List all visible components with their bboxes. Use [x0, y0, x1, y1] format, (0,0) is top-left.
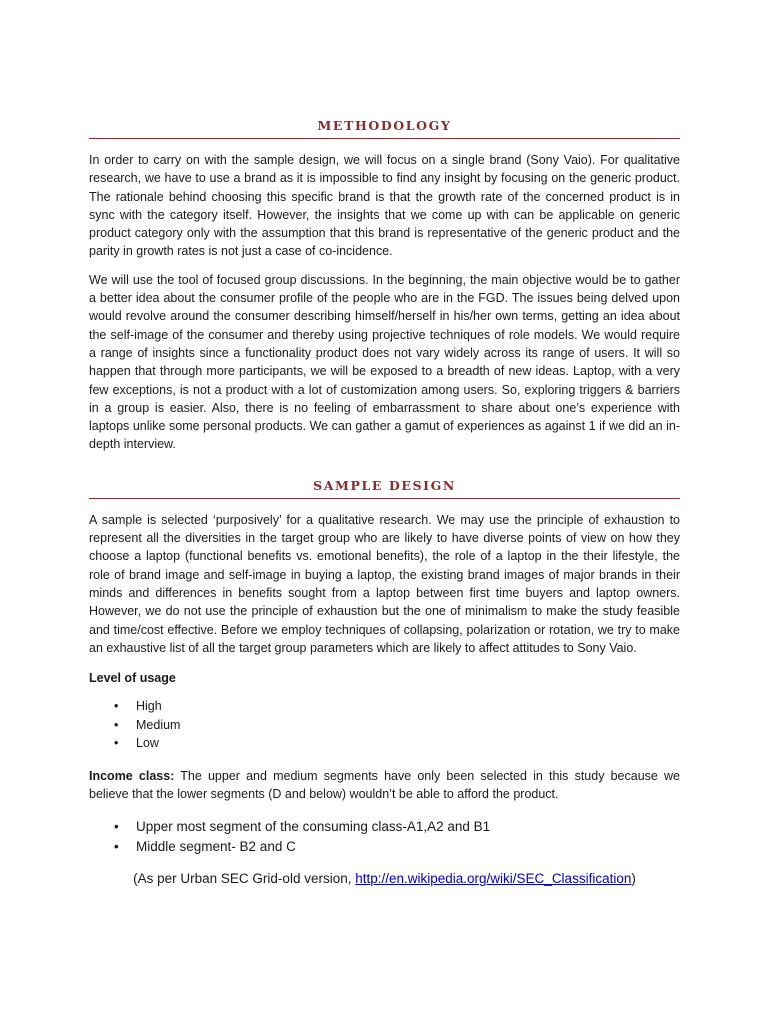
bullet-icon: •: [114, 736, 119, 751]
sample-design-heading: SAMPLE DESIGN: [89, 478, 680, 499]
list-item: • Upper most segment of the consuming class-A1,A2 and B1: [89, 817, 680, 837]
bullet-icon: •: [114, 717, 119, 732]
list-item: • High: [89, 697, 680, 716]
methodology-heading: METHODOLOGY: [89, 118, 680, 139]
income-class-paragraph: Income class: The upper and medium segments have only been selected in this study because we believe that the lower segments (D and below) wouldn’t be able to afford the product.: [89, 768, 680, 801]
sample-design-paragraph: A sample is selected ‘purposively’ for a qualitative research. We may use the principle of exhaustion to represent all the diversities in the target group who are likely to have diverse points of view on how they choose a laptop (functional benefits vs. emotional benefits), the role of a laptop in the their lifestyle, the role of brand image and self-image in buying a laptop, the existing brand images of major brands in their minds and differences in benefits sought from a laptop between first time buyers and laptop owners. However, we do not use the principle of exhaustion but the one of minimalism to make the study feasible and time/cost effective. Before we employ techniques of collapsing, polarization or rotation, we try to make an exhaustive list of all the target group parameters which are likely to affect attitudes to Sony Vaio.: [89, 512, 680, 655]
bullet-icon: •: [114, 839, 119, 855]
reference-note: (As per Urban SEC Grid-old version, http://en.wikipedia.org/wiki/SEC_Classification): [133, 871, 636, 887]
bullet-icon: •: [114, 699, 119, 714]
level-of-usage-label: Level of usage: [89, 671, 176, 686]
methodology-paragraph-2: We will use the tool of focused group discussions. In the beginning, the main objective would be to gather a better idea about the consumer profile of the people who are in the FGD. The issues being delved upon would revolve around the consumer describing himself/herself in his/her own terms, getting an idea about the self-image of the consumer and thereby using projective techniques of role models. We would require a range of insights since a functionality product does not vary widely across its range of users. It will so happen that through more participants, we will be exposed to a breadth of new ideas. Laptop, with a very few exceptions, is not a product with a lot of customization among users. So, exploring triggers & barriers in a group is easier. Also, there is no feeling of embarrassment to share about one’s experience with laptops unlike some personal products. We can gather a gamut of experiences as against 1 if we did an in-depth interview.: [89, 272, 680, 452]
wikipedia-link[interactable]: http://en.wikipedia.org/wiki/SEC_Classification: [355, 871, 632, 887]
usage-list: [89, 697, 680, 753]
methodology-paragraph-1: In order to carry on with the sample design, we will focus on a single brand (Sony Vaio). For qualitative research, we have to use a brand as it is impossible to find any insight by focusing on the generic product. The rationale behind choosing this specific brand is that the growth rate of the concerned product is in sync with the category itself. However, the insights that we come up with can be applicable on generic product category only with the assumption that this brand is representative of the generic product and the parity in growth rates is not just a case of co-incidence.: [89, 153, 680, 259]
bullet-icon: •: [114, 819, 119, 835]
list-item: • Low: [89, 734, 680, 753]
list-item: • Medium: [89, 716, 680, 735]
income-class-label: Income class:: [89, 768, 175, 783]
list-item: • Middle segment- B2 and C: [89, 837, 680, 857]
income-list: [89, 817, 680, 857]
